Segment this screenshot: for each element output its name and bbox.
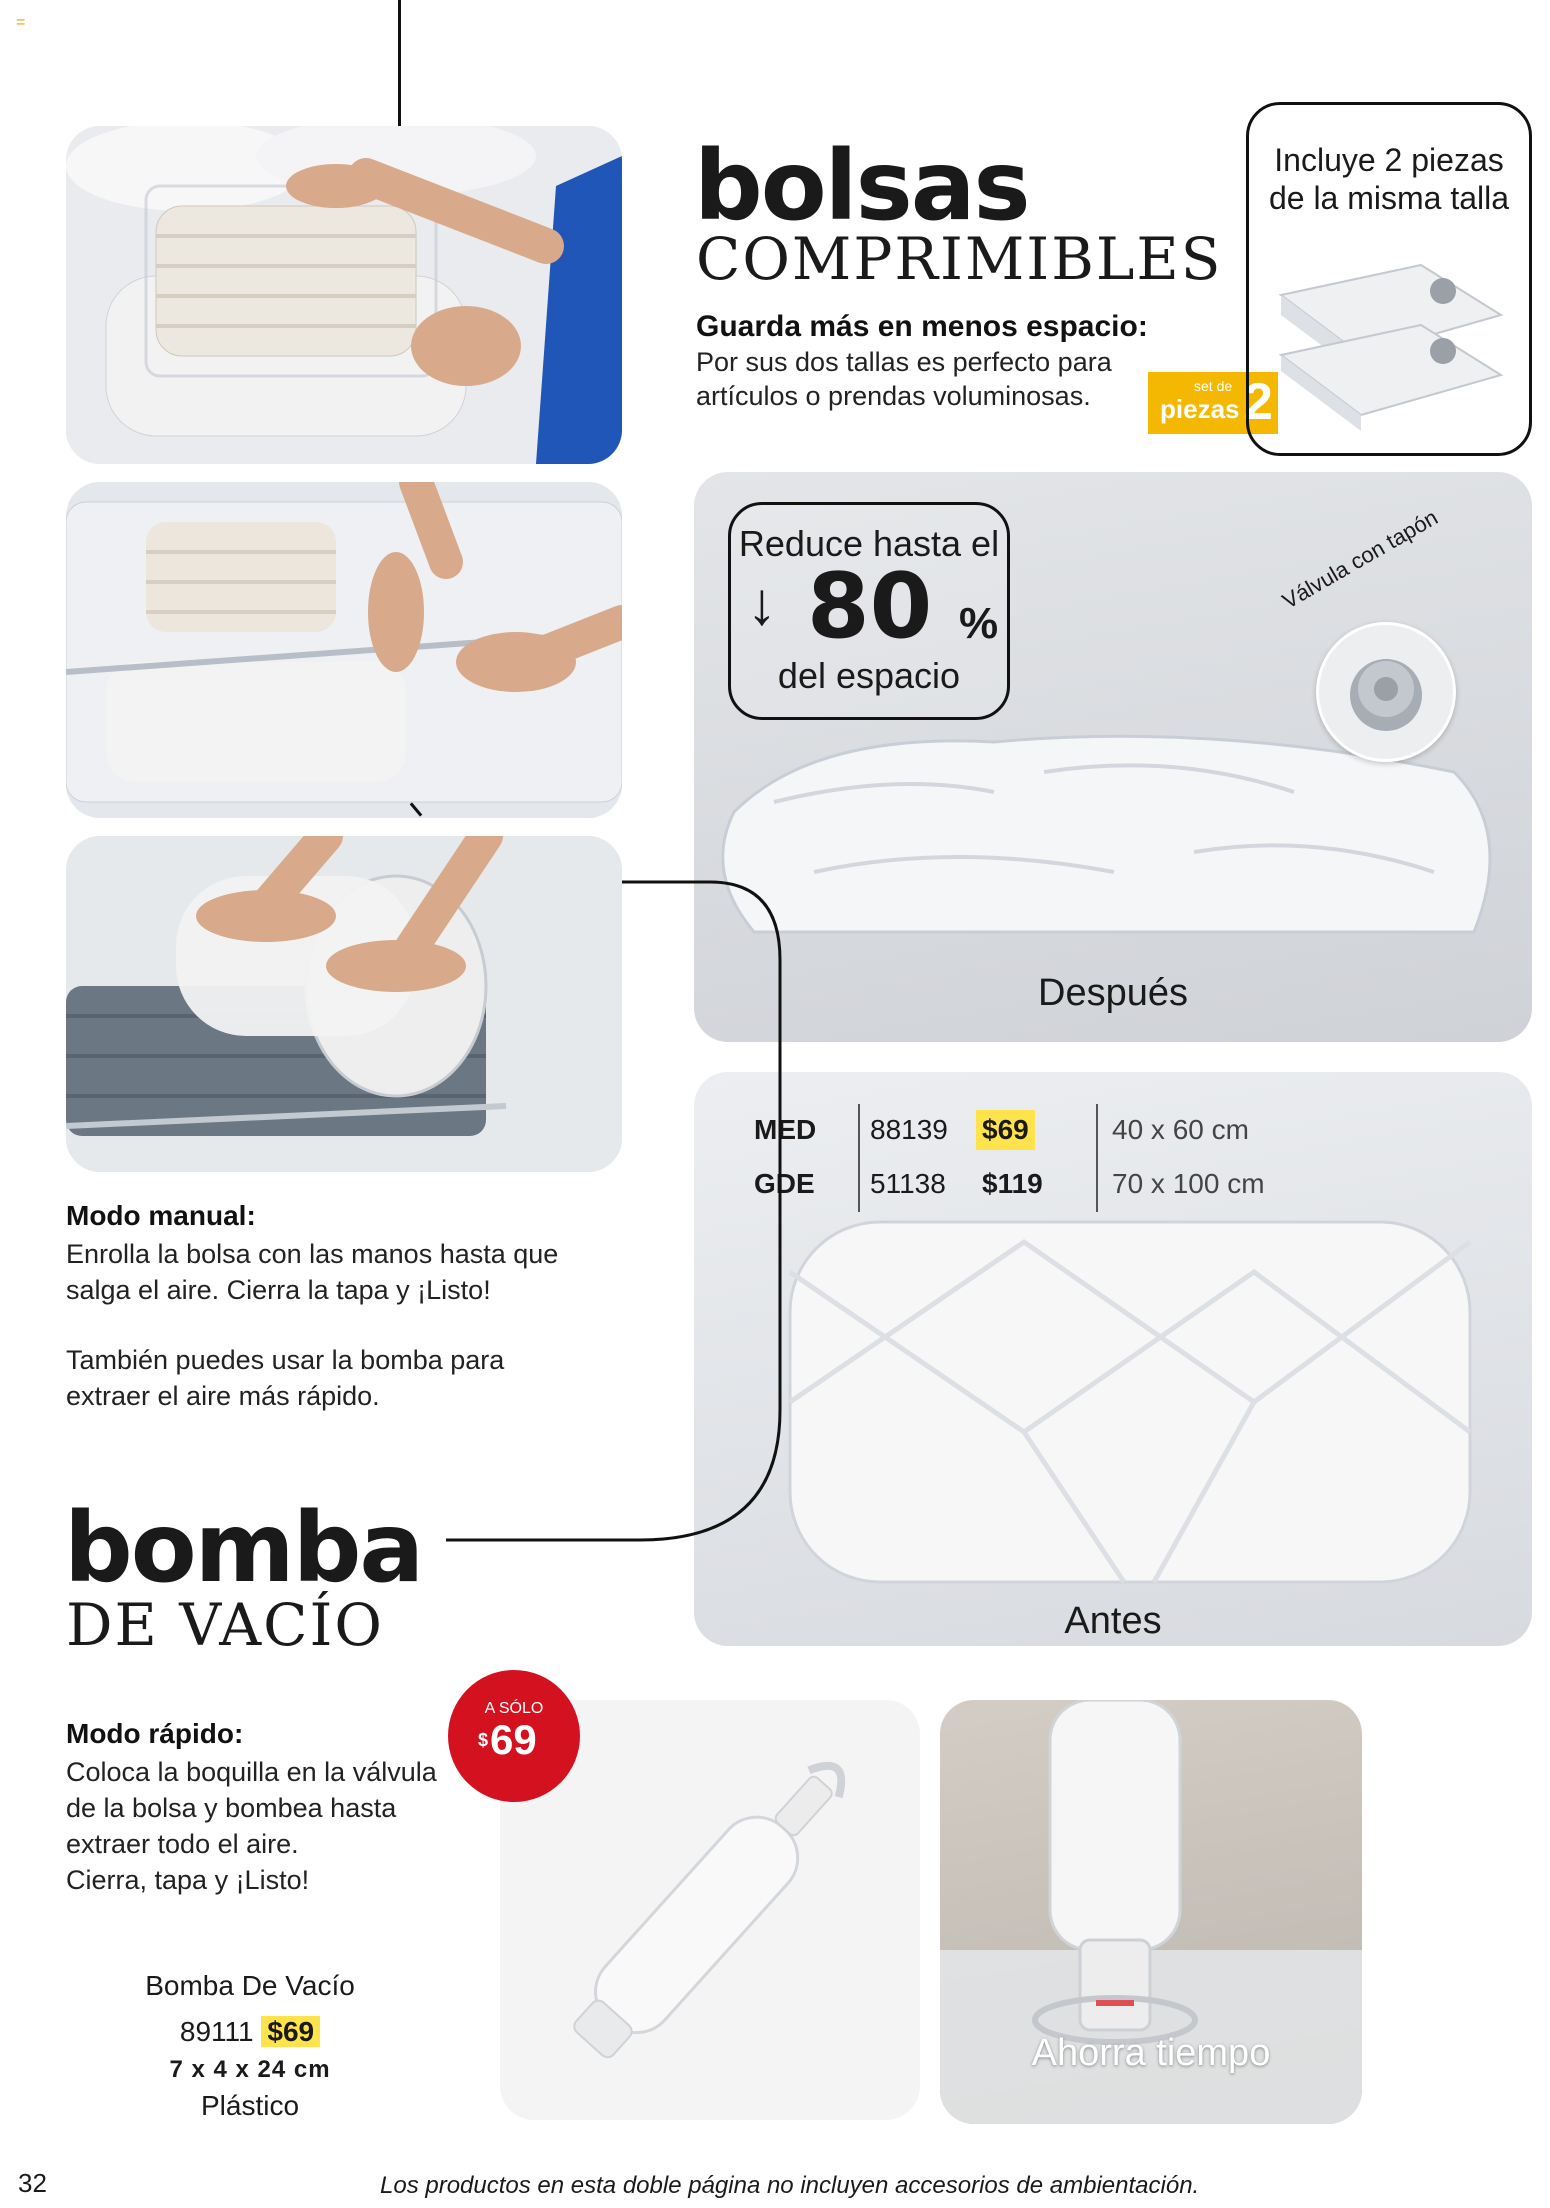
- after-label: Después: [1038, 972, 1188, 1014]
- pump-price: $69: [261, 2016, 320, 2047]
- manual-line4: extraer el aire más rápido.: [66, 1381, 380, 1411]
- pump-dims: 7 x 4 x 24 cm: [169, 2056, 331, 2083]
- manual-line2: salga el aire. Cierra la tapa y ¡Listo!: [66, 1275, 491, 1305]
- set-badge-number: 2: [1244, 373, 1273, 431]
- table-divider: [858, 1104, 860, 1212]
- price-badge-top: A SÓLO: [484, 1700, 544, 1717]
- bags-lead-line2: artículos o prendas voluminosas.: [696, 381, 1091, 411]
- bags-subtitle: COMPRIMIBLES: [696, 225, 1223, 293]
- set-badge-small: set de: [1194, 378, 1233, 394]
- rapid-title: Modo rápido:: [66, 1718, 244, 1749]
- pump-code: 89111: [179, 2016, 254, 2047]
- down-arrow-icon: ↓: [747, 570, 777, 637]
- save-time-label: Ahorra tiempo: [1031, 2032, 1271, 2074]
- reduce-line1: Reduce hasta el: [738, 523, 1000, 564]
- size-label: GDE: [754, 1168, 815, 1199]
- set-badge-word: piezas: [1160, 394, 1240, 424]
- price-badge-currency: $: [478, 1730, 489, 1750]
- price-badge-amount: 69: [490, 1716, 537, 1763]
- reduce-percent: 80: [807, 554, 933, 659]
- photo-after: [694, 472, 1532, 1042]
- photo-folding-blankets: [66, 126, 622, 464]
- price-badge: [448, 1670, 580, 1802]
- reduce-line3: del espacio: [777, 655, 961, 696]
- includes-line1: Incluye 2 piezas: [1274, 142, 1504, 178]
- pump-material: Plástico: [200, 2090, 300, 2121]
- includes-line2: de la misma talla: [1268, 180, 1510, 216]
- product-price: $119: [982, 1168, 1043, 1199]
- corner-mark: =: [16, 14, 26, 31]
- pump-subtitle: DE VACÍO: [66, 1591, 384, 1659]
- includes-box: [1246, 102, 1532, 456]
- bags-lead-bold: Guarda más en menos espacio:: [696, 310, 1148, 343]
- manual-line1: Enrolla la bolsa con las manos hasta que: [66, 1239, 559, 1269]
- valve-icon: [1319, 625, 1453, 759]
- before-label: Antes: [1064, 1600, 1162, 1642]
- table-divider: [1096, 1104, 1098, 1212]
- pump-name: Bomba De Vacío: [145, 1970, 355, 2001]
- bags-lead-line1: Por sus dos tallas es perfecto para: [696, 347, 1112, 377]
- size-label: MED: [754, 1114, 817, 1145]
- product-code: 51138: [870, 1168, 946, 1199]
- valve-label: Válvula con tapón: [1278, 504, 1442, 614]
- connector-line-top: [398, 0, 401, 128]
- photo-pump-in-use: [940, 1700, 1362, 2124]
- footer-note: Los productos en esta doble página no incluyen accesorios de ambientación.: [380, 2172, 1200, 2199]
- rapid-line3: extraer todo el aire.: [66, 1829, 299, 1859]
- product-price: $69: [976, 1110, 1035, 1150]
- rapid-line2: de la bolsa y bombea hasta: [66, 1793, 397, 1823]
- page-number: 32: [18, 2168, 47, 2198]
- connector-curve: [440, 870, 800, 1590]
- photo-sealing-bag: [66, 482, 622, 818]
- product-dims: 40 x 60 cm: [1112, 1114, 1249, 1145]
- bags-title: bolsas: [694, 130, 1029, 242]
- two-bags-image: [1271, 255, 1515, 435]
- manual-line3: También puedes usar la bomba para: [66, 1345, 505, 1375]
- product-dims: 70 x 100 cm: [1112, 1168, 1265, 1199]
- rapid-line4: Cierra, tapa y ¡Listo!: [66, 1865, 310, 1895]
- reduce-box: [728, 502, 1010, 720]
- manual-title: Modo manual:: [66, 1200, 256, 1231]
- valve-circle: [1316, 622, 1456, 762]
- reduce-percent-sign: %: [959, 599, 999, 648]
- pump-code-price: [80, 2016, 420, 2048]
- photo-before: [694, 1072, 1532, 1646]
- pump-title: bomba: [64, 1492, 423, 1604]
- rapid-line1: Coloca la boquilla en la válvula: [66, 1757, 437, 1787]
- product-code: 88139: [870, 1114, 948, 1145]
